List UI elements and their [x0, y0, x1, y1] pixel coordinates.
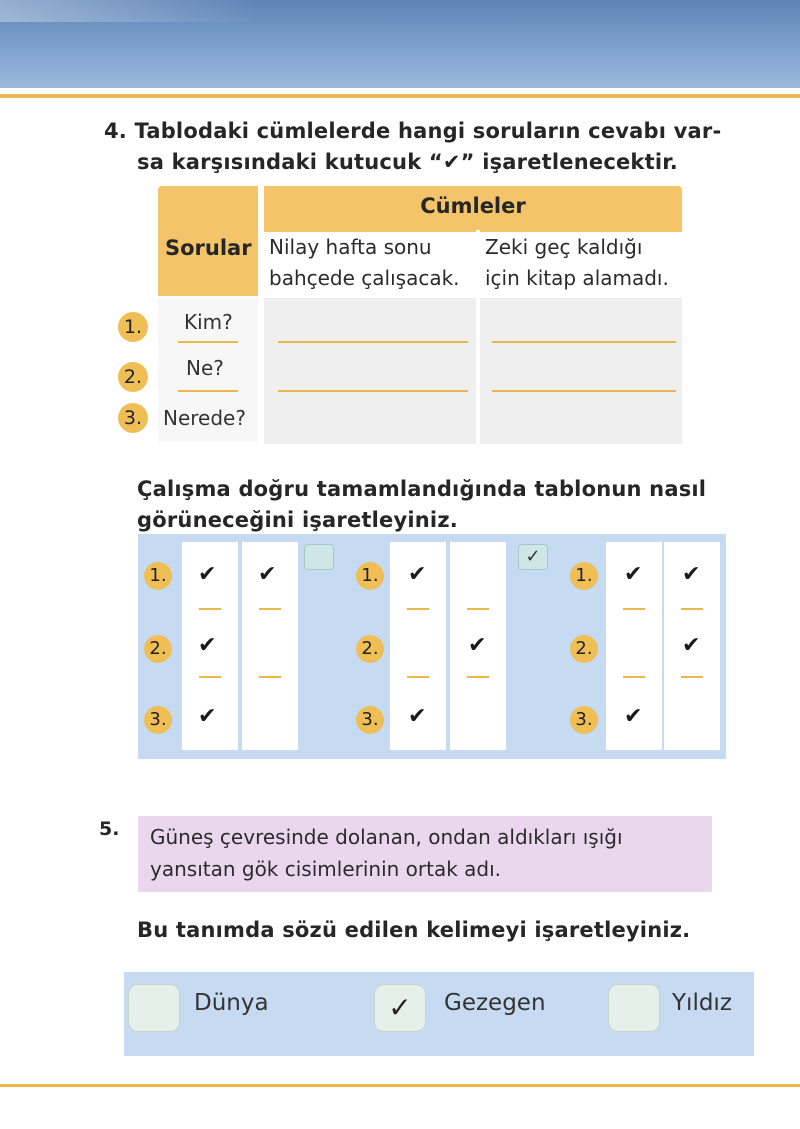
option-b-checkbox[interactable]: ✓ — [518, 544, 548, 570]
option-a-tick: ✔ — [258, 562, 277, 587]
answer-dunya-checkbox[interactable] — [128, 984, 180, 1032]
answer-yildiz-checkbox[interactable] — [608, 984, 660, 1032]
row-1-question-underline — [178, 341, 238, 343]
option-a-line — [259, 608, 281, 610]
row-3-number: 3. — [118, 403, 148, 433]
row-1-answer-1-blank[interactable] — [278, 341, 468, 343]
row-2-question: Ne? — [186, 356, 224, 380]
question-4-text-1: Tablodaki cümlelerde hangi soruların cevabı var- — [134, 119, 722, 143]
option-c-line — [623, 608, 645, 610]
answer-gezegen-checkbox[interactable]: ✓ — [374, 984, 426, 1032]
option-a-checkbox[interactable] — [304, 544, 334, 570]
row-2-number: 2. — [118, 362, 148, 392]
sentence-2-line-2: için kitap alamadı. — [485, 266, 669, 290]
sentence-1-line-2: bahçede çalışacak. — [269, 266, 460, 290]
definition-line-2: yansıtan gök cisimlerinin ortak adı. — [150, 857, 502, 881]
cumleler-header-label: Cümleler — [420, 194, 526, 218]
option-c-line — [623, 676, 645, 678]
option-b-line — [407, 676, 429, 678]
option-b-num-2: 2. — [356, 635, 384, 663]
question-4-number: 4. — [104, 119, 127, 143]
sentence-1-line-1: Nilay hafta sonu — [269, 235, 432, 259]
option-c-num-1: 1. — [570, 562, 598, 590]
option-a-tick: ✔ — [198, 704, 217, 729]
cumleler-header — [264, 186, 682, 230]
row-1-question: Kim? — [184, 310, 233, 334]
answer-column-1 — [264, 298, 476, 444]
row-2-question-underline — [178, 390, 238, 392]
option-a-num-1: 1. — [144, 562, 172, 590]
option-c-num-2: 2. — [570, 635, 598, 663]
option-a-line — [199, 608, 221, 610]
sentence-cell-1 — [264, 230, 476, 296]
answer-gezegen-label: Gezegen — [444, 990, 546, 1016]
option-b-tick: ✔ — [468, 633, 487, 658]
option-a-num-2: 2. — [144, 635, 172, 663]
option-a-tick: ✔ — [198, 562, 217, 587]
instruction-line-2: görüneceğini işaretleyiniz. — [137, 508, 458, 532]
definition-box — [138, 816, 712, 892]
option-c-line — [681, 676, 703, 678]
answer-yildiz-label: Yıldız — [672, 990, 732, 1016]
option-c-tick: ✔ — [682, 562, 701, 587]
option-c-tick: ✔ — [682, 633, 701, 658]
option-c-line — [681, 608, 703, 610]
option-b-line — [467, 608, 489, 610]
option-b-num-1: 1. — [356, 562, 384, 590]
row-3-question: Nerede? — [163, 406, 246, 430]
option-a-line — [199, 676, 221, 678]
sentence-cell-2 — [480, 230, 682, 296]
row-1-answer-2-blank[interactable] — [492, 341, 676, 343]
option-b-num-3: 3. — [356, 706, 384, 734]
question-5-instruction: Bu tanımda sözü edilen kelimeyi işaretleyiniz. — [137, 918, 691, 942]
row-2-answer-2-blank[interactable] — [492, 390, 676, 392]
option-c-num-3: 3. — [570, 706, 598, 734]
definition-line-1: Güneş çevresinde dolanan, ondan aldıkları ışığı — [150, 825, 623, 849]
sentence-2-line-1: Zeki geç kaldığı — [485, 235, 643, 259]
option-b-line — [407, 608, 429, 610]
answer-dunya-label: Dünya — [194, 990, 269, 1016]
option-b-line — [467, 676, 489, 678]
header-divider — [0, 94, 800, 98]
option-b-tick: ✔ — [408, 704, 427, 729]
option-a-num-3: 3. — [144, 706, 172, 734]
option-c-tick: ✔ — [624, 562, 643, 587]
page-header-band — [0, 0, 800, 88]
question-4-line-2: sa karşısındaki kutucuk “✔” işaretlenecektir. — [137, 150, 678, 174]
table-options-panel — [138, 534, 726, 759]
sorular-header-label: Sorular — [165, 236, 252, 260]
option-b-tick: ✔ — [408, 562, 427, 587]
sorular-header — [158, 186, 258, 296]
option-c-tick: ✔ — [624, 704, 643, 729]
option-a-line — [259, 676, 281, 678]
question-4-line-1 — [104, 116, 721, 147]
answer-column-2 — [480, 298, 682, 444]
question-5-number: 5. — [99, 818, 120, 840]
row-2-answer-1-blank[interactable] — [278, 390, 468, 392]
answer-choices-panel — [124, 972, 754, 1056]
footer-divider — [0, 1084, 800, 1087]
row-1-number: 1. — [118, 312, 148, 342]
instruction-line-1: Çalışma doğru tamamlandığında tablonun nasıl — [137, 477, 707, 501]
option-a-tick: ✔ — [198, 633, 217, 658]
